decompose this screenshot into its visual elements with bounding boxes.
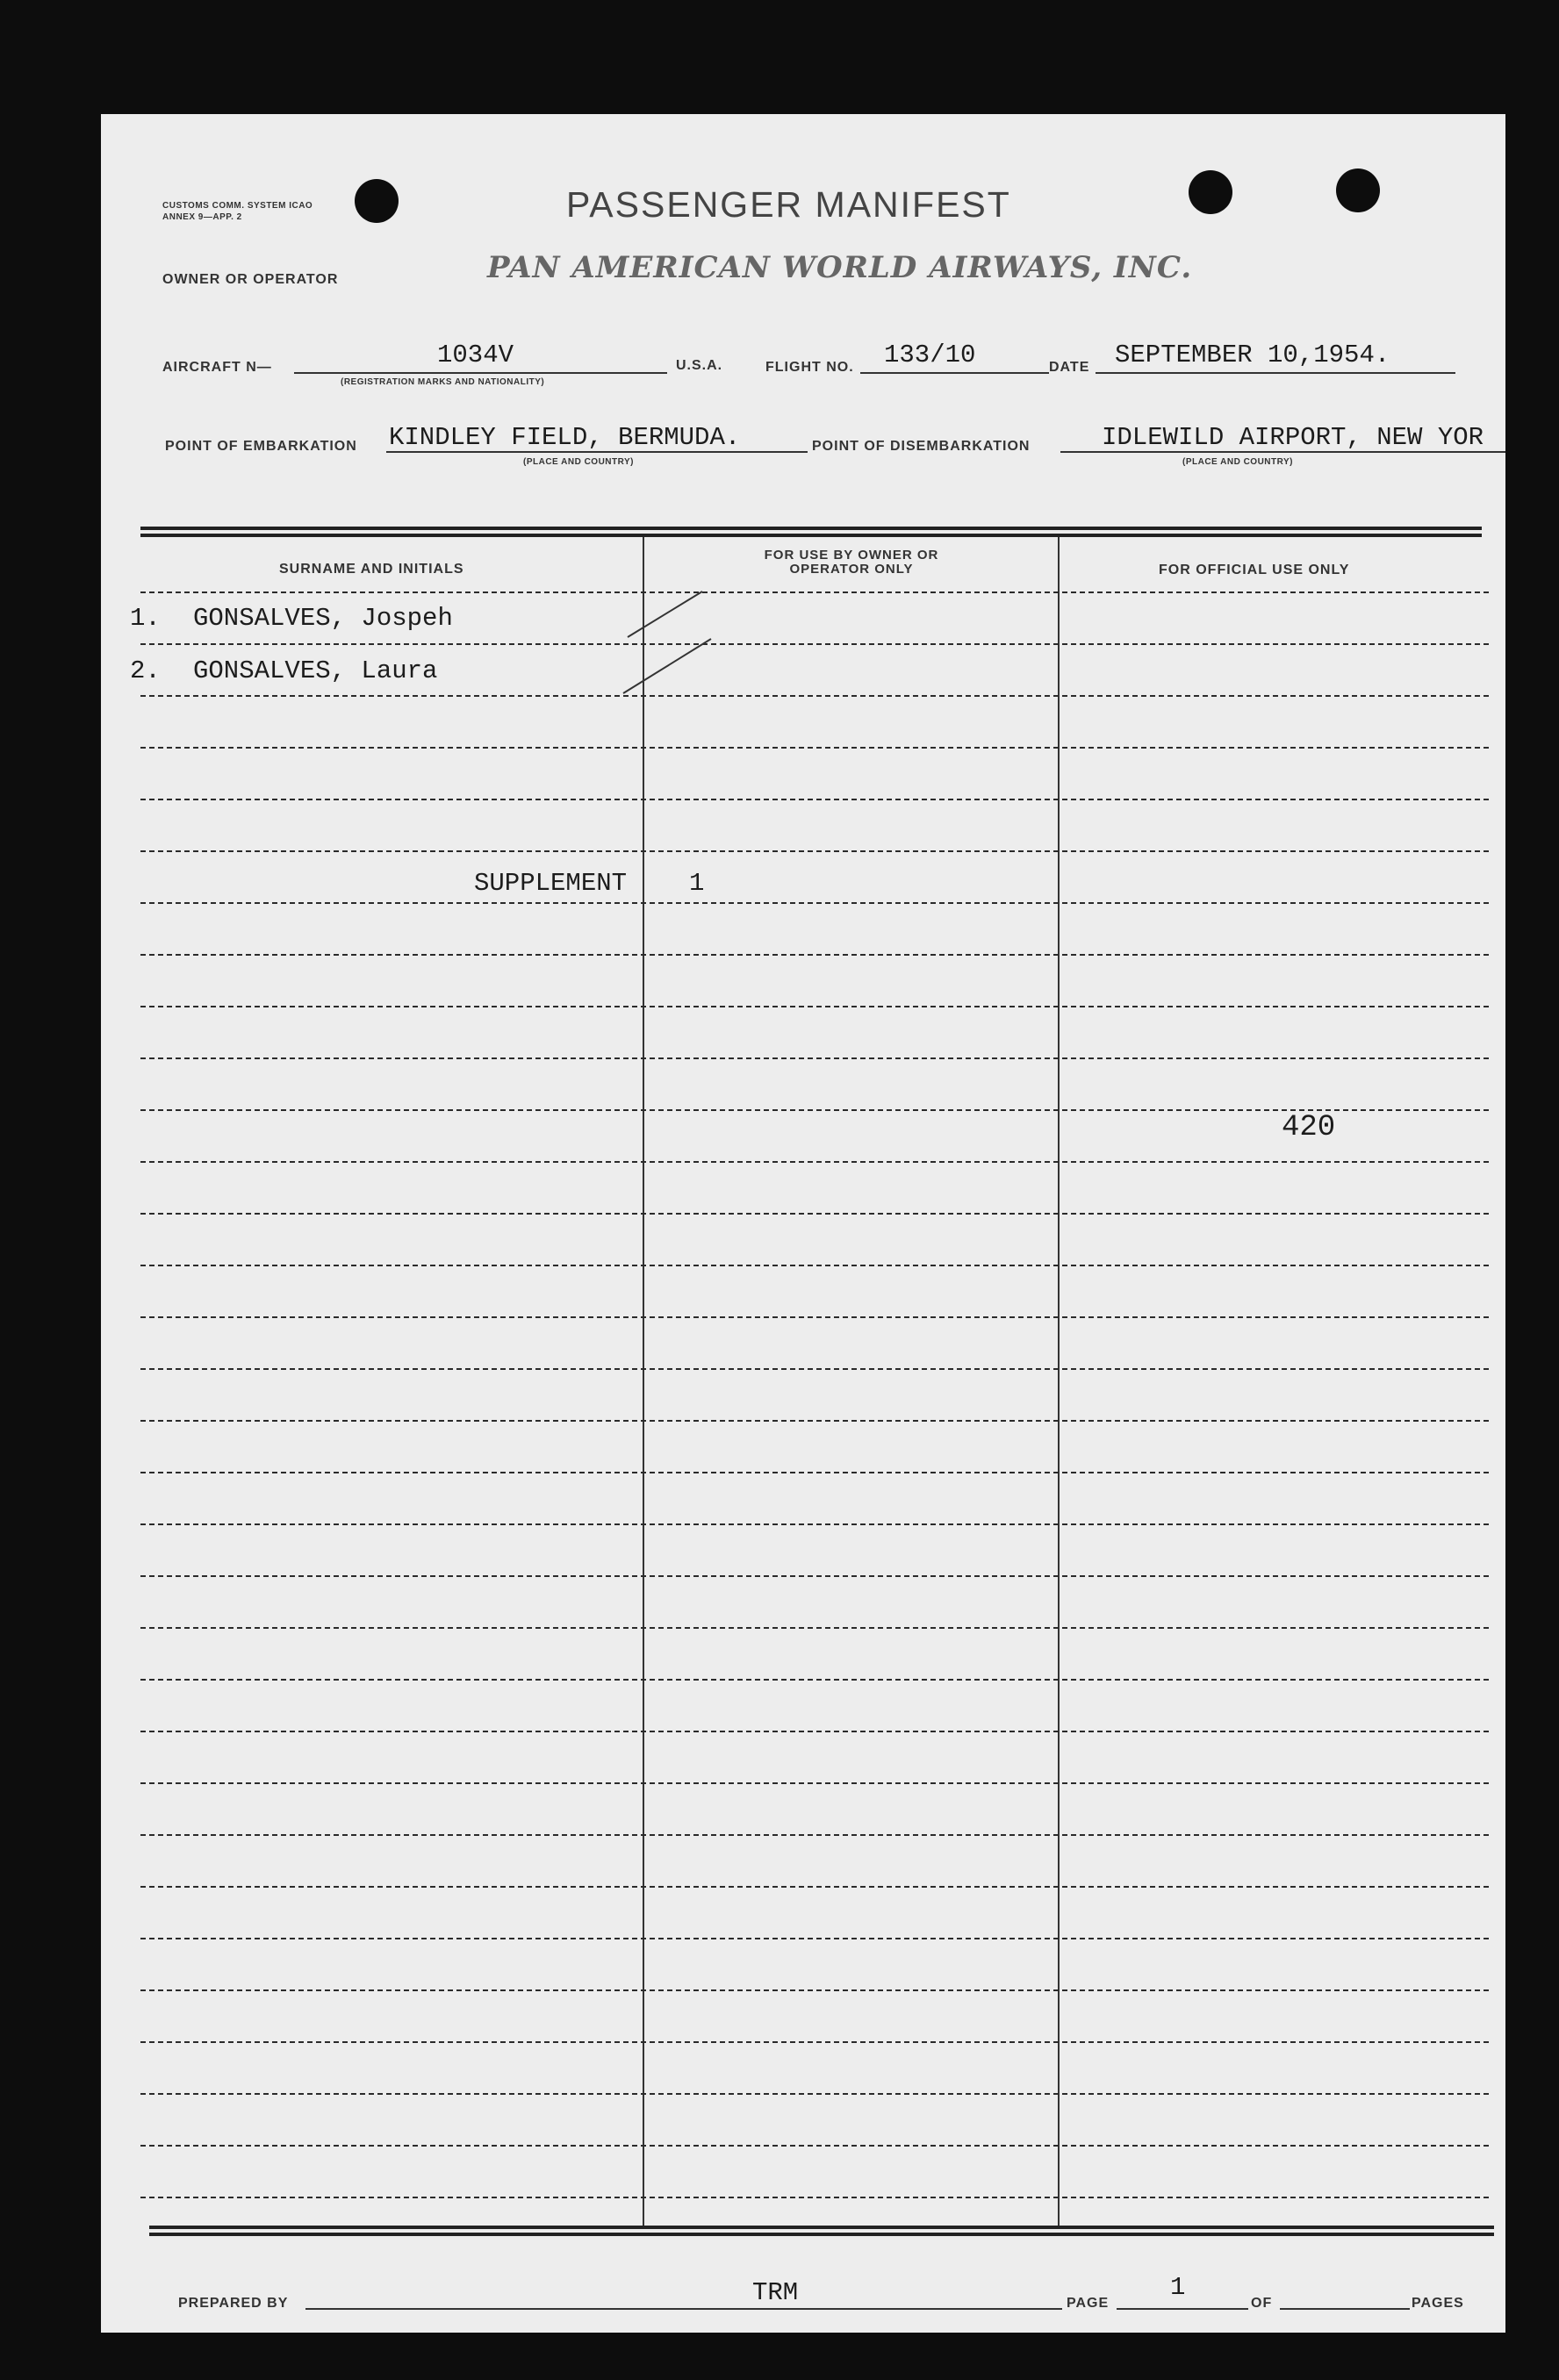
flight-number: 133/10 bbox=[884, 341, 976, 369]
header-official-use: FOR OFFICIAL USE ONLY bbox=[1159, 563, 1350, 577]
of-label: OF bbox=[1251, 2296, 1273, 2311]
passenger-number: 2. bbox=[130, 656, 161, 685]
aircraft-label: AIRCRAFT N— bbox=[162, 360, 272, 375]
owner-label: OWNER OR OPERATOR bbox=[162, 272, 339, 287]
form-title: PASSENGER MANIFEST bbox=[566, 184, 1011, 225]
page-label: PAGE bbox=[1067, 2296, 1110, 2311]
punch-hole bbox=[1336, 168, 1380, 212]
nationality: U.S.A. bbox=[676, 358, 723, 373]
pages-label: PAGES bbox=[1412, 2296, 1464, 2311]
flight-label: FLIGHT NO. bbox=[765, 360, 854, 375]
disembarkation-label: POINT OF DISEMBARKATION bbox=[812, 439, 1031, 454]
punch-hole bbox=[1189, 170, 1232, 214]
passenger-name: GONSALVES, Jospeh bbox=[193, 604, 453, 633]
passenger-number: 1. bbox=[130, 604, 161, 633]
aircraft-number: 1034V bbox=[437, 341, 514, 369]
prepared-label: PREPARED BY bbox=[178, 2296, 289, 2311]
header-owner-use: FOR USE BY OWNER OR OPERATOR ONLY bbox=[764, 548, 939, 577]
disembarkation-place: IDLEWILD AIRPORT, NEW YOR bbox=[1102, 423, 1484, 452]
punch-hole bbox=[355, 179, 399, 223]
date-label: DATE bbox=[1049, 360, 1090, 375]
registration-caption: (REGISTRATION MARKS AND NATIONALITY) bbox=[341, 377, 545, 387]
page-number: 1 bbox=[1170, 2273, 1186, 2302]
form-reference: CUSTOMS COMM. SYSTEM ICAO ANNEX 9—APP. 2 bbox=[162, 201, 313, 222]
ditto-marks bbox=[614, 588, 720, 702]
embarkation-place: KINDLEY FIELD, BERMUDA. bbox=[389, 423, 741, 452]
prepared-by: TRM bbox=[752, 2278, 799, 2307]
header-surname: SURNAME AND INITIALS bbox=[279, 562, 464, 577]
passenger-name: GONSALVES, Laura bbox=[193, 656, 438, 685]
operator-name: PAN AMERICAN WORLD AIRWAYS, INC. bbox=[487, 250, 1193, 285]
embarkation-label: POINT OF EMBARKATION bbox=[165, 439, 357, 454]
official-number: 420 bbox=[1282, 1111, 1336, 1144]
flight-date: SEPTEMBER 10,1954. bbox=[1115, 341, 1390, 369]
embarkation-caption: (PLACE AND COUNTRY) bbox=[523, 457, 634, 467]
disembarkation-caption: (PLACE AND COUNTRY) bbox=[1182, 457, 1293, 467]
supplement-value: 1 bbox=[689, 869, 705, 898]
supplement-label: SUPPLEMENT bbox=[474, 869, 628, 898]
